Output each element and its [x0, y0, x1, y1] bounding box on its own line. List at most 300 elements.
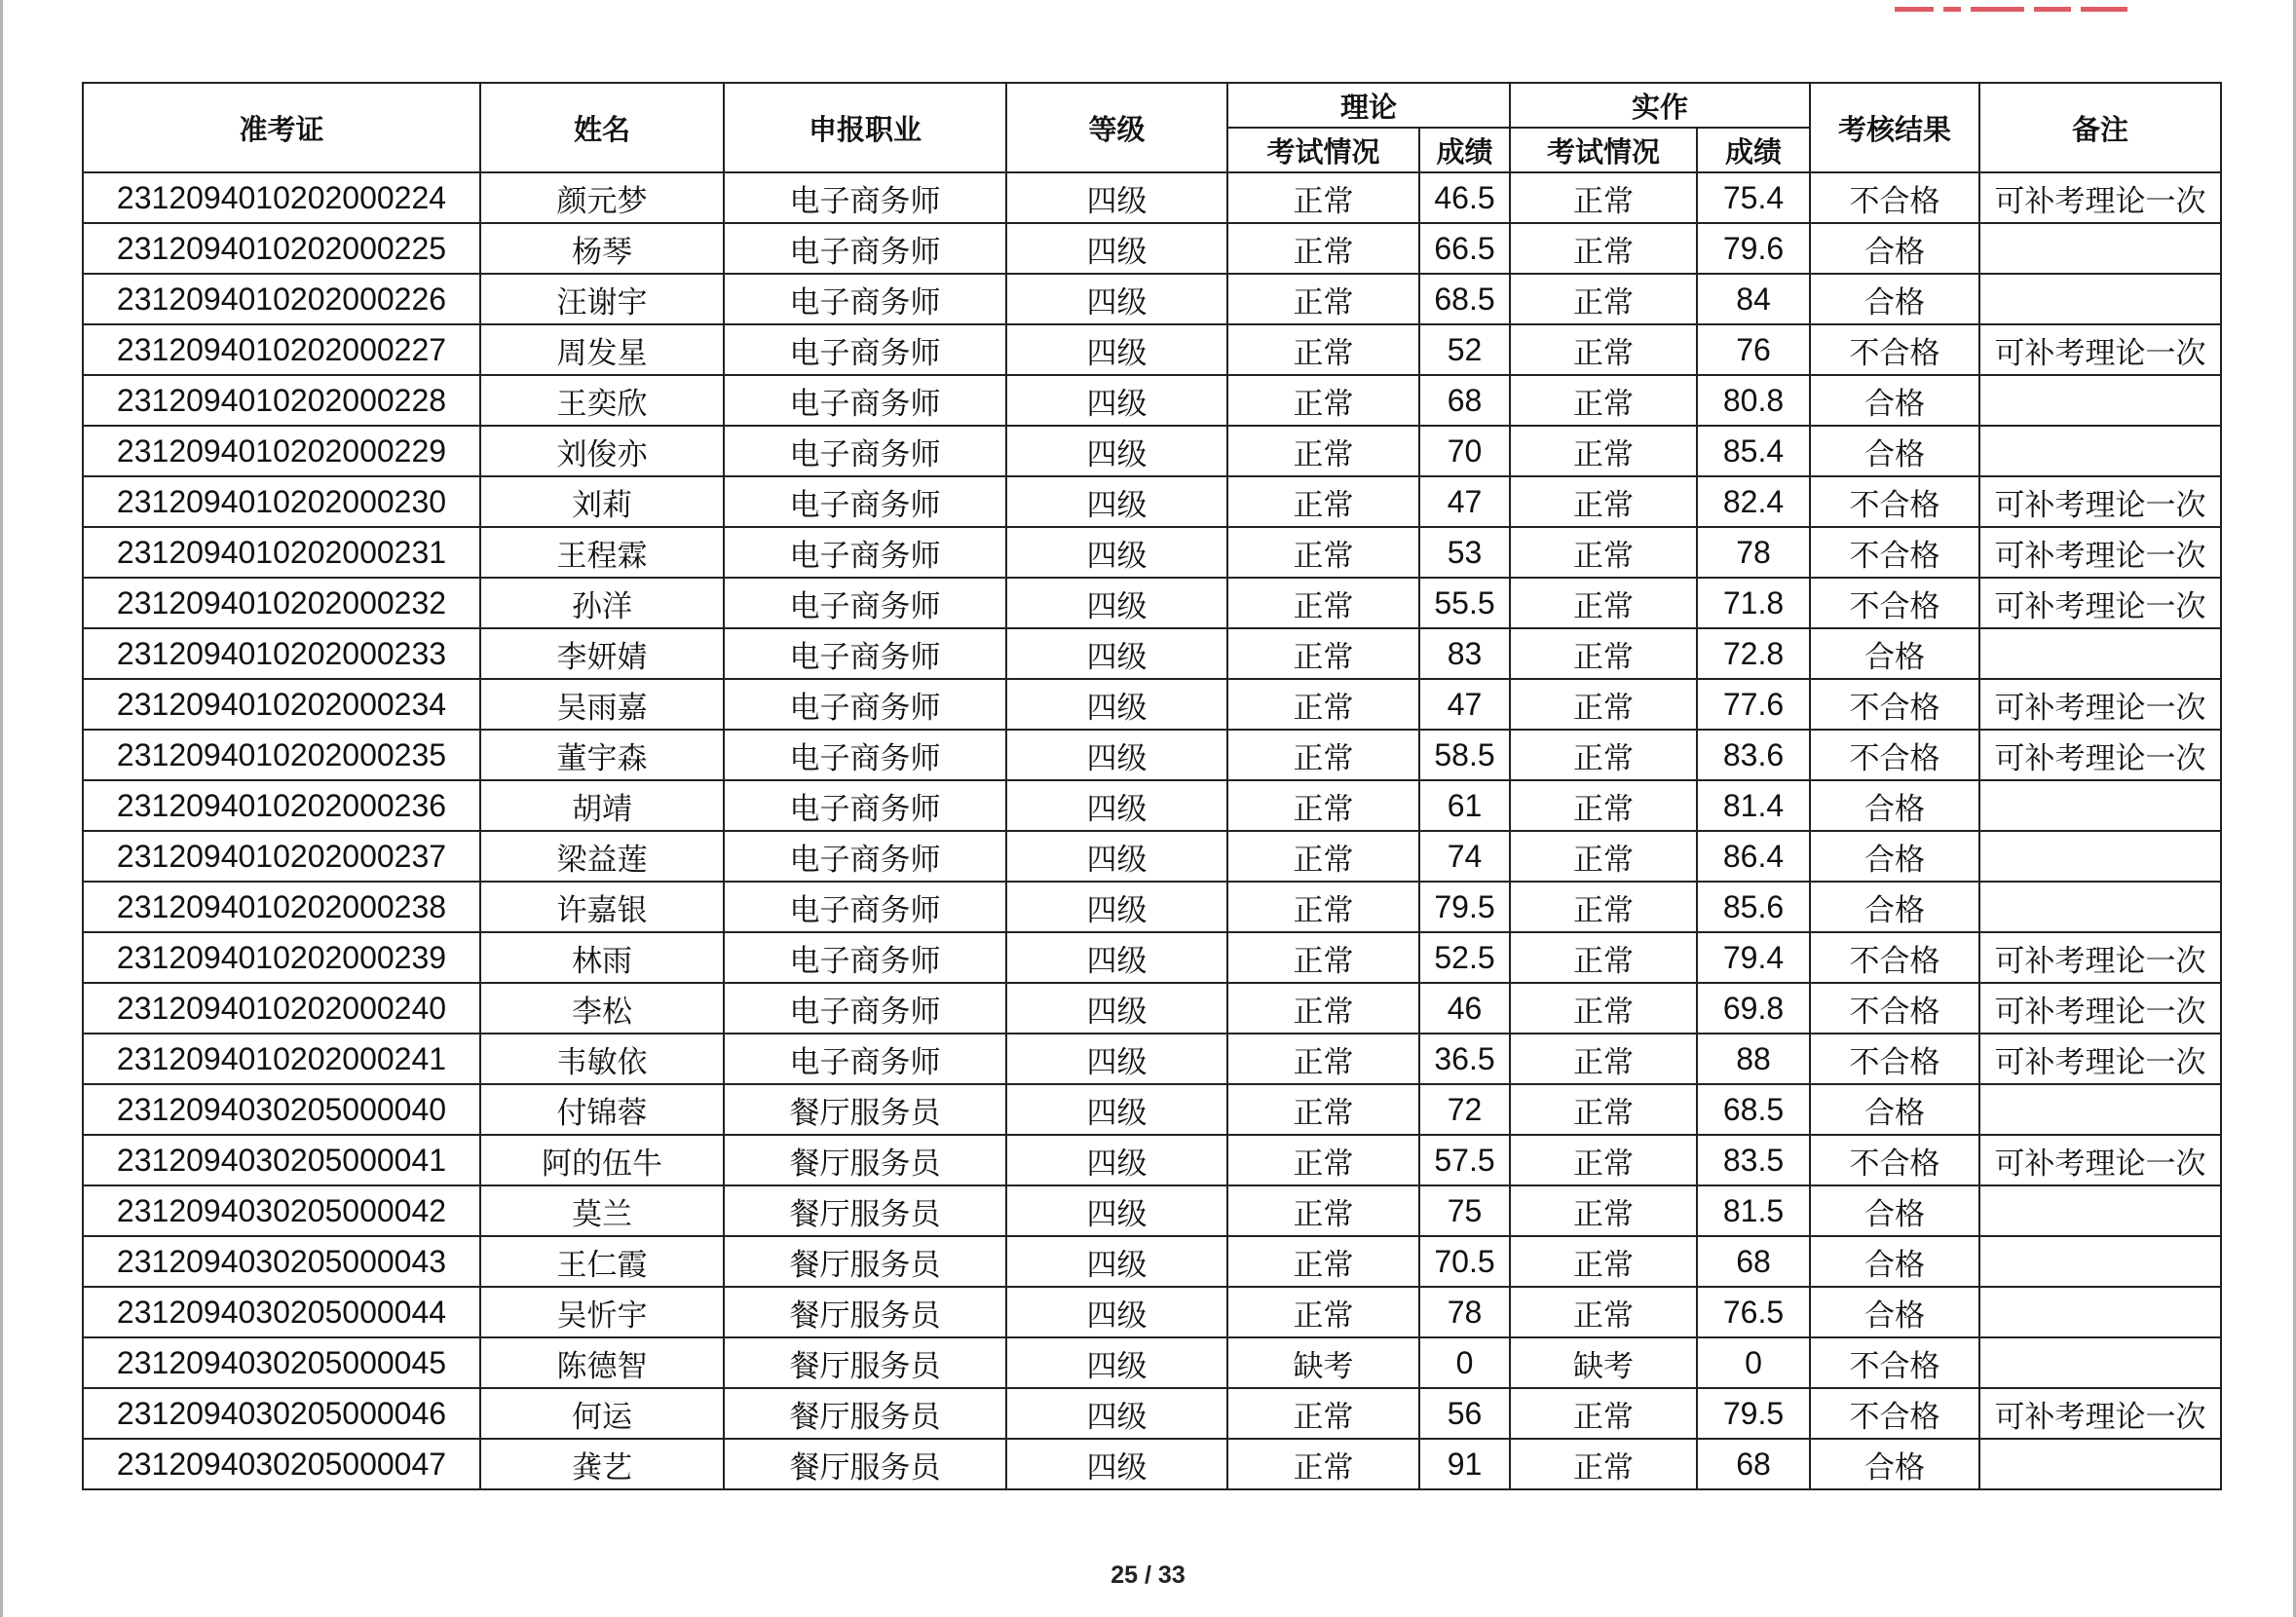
level-cell: 四级 [1006, 274, 1227, 324]
theory-status-cell: 正常 [1227, 831, 1419, 882]
ticket-cell: 2312094030205000046 [83, 1388, 480, 1439]
result-cell: 合格 [1810, 1439, 1979, 1489]
theory-status-cell: 正常 [1227, 223, 1419, 274]
name-cell: 吴雨嘉 [480, 679, 724, 730]
result-cell: 不合格 [1810, 1337, 1979, 1388]
name-cell: 莫兰 [480, 1185, 724, 1236]
practical-status-cell: 正常 [1510, 730, 1697, 780]
level-cell: 四级 [1006, 1287, 1227, 1337]
result-cell: 合格 [1810, 375, 1979, 426]
theory-score-cell: 91 [1419, 1439, 1510, 1489]
table-row [83, 1388, 2221, 1439]
practical-score-cell: 78 [1697, 527, 1810, 578]
result-cell: 不合格 [1810, 1388, 1979, 1439]
result-cell: 合格 [1810, 1287, 1979, 1337]
table-row [83, 172, 2221, 223]
result-cell: 不合格 [1810, 172, 1979, 223]
theory-status-cell: 正常 [1227, 578, 1419, 628]
practical-status-cell: 正常 [1510, 628, 1697, 679]
result-cell: 不合格 [1810, 527, 1979, 578]
name-cell: 吴忻宇 [480, 1287, 724, 1337]
table-row [83, 274, 2221, 324]
name-cell: 林雨 [480, 932, 724, 983]
level-cell: 四级 [1006, 1337, 1227, 1388]
note-cell: 可补考理论一次 [1979, 1388, 2221, 1439]
theory-score-cell: 46 [1419, 983, 1510, 1034]
note-cell: 可补考理论一次 [1979, 983, 2221, 1034]
theory-score-cell: 53 [1419, 527, 1510, 578]
level-cell: 四级 [1006, 1084, 1227, 1135]
header-practical-score: 成绩 [1697, 128, 1810, 172]
name-cell: 王奕欣 [480, 375, 724, 426]
result-cell: 不合格 [1810, 578, 1979, 628]
table-row [83, 679, 2221, 730]
table-row [83, 628, 2221, 679]
theory-status-cell: 正常 [1227, 1388, 1419, 1439]
occupation-cell: 电子商务师 [724, 476, 1006, 527]
note-cell: 可补考理论一次 [1979, 527, 2221, 578]
occupation-cell: 电子商务师 [724, 831, 1006, 882]
table-row [83, 882, 2221, 932]
note-cell: 可补考理论一次 [1979, 476, 2221, 527]
ticket-cell: 2312094030205000043 [83, 1236, 480, 1287]
occupation-cell: 餐厅服务员 [724, 1388, 1006, 1439]
practical-score-cell: 75.4 [1697, 172, 1810, 223]
occupation-cell: 电子商务师 [724, 324, 1006, 375]
header-note: 备注 [1979, 83, 2221, 172]
practical-score-cell: 81.5 [1697, 1185, 1810, 1236]
table-row [83, 932, 2221, 983]
practical-status-cell: 正常 [1510, 1388, 1697, 1439]
level-cell: 四级 [1006, 1185, 1227, 1236]
table-row [83, 1439, 2221, 1489]
theory-status-cell: 正常 [1227, 730, 1419, 780]
result-cell: 不合格 [1810, 476, 1979, 527]
theory-status-cell: 正常 [1227, 1034, 1419, 1084]
practical-status-cell: 正常 [1510, 780, 1697, 831]
theory-score-cell: 58.5 [1419, 730, 1510, 780]
practical-score-cell: 72.8 [1697, 628, 1810, 679]
practical-score-cell: 86.4 [1697, 831, 1810, 882]
theory-score-cell: 70.5 [1419, 1236, 1510, 1287]
occupation-cell: 电子商务师 [724, 527, 1006, 578]
level-cell: 四级 [1006, 1034, 1227, 1084]
occupation-cell: 餐厅服务员 [724, 1287, 1006, 1337]
note-cell [1979, 274, 2221, 324]
occupation-cell: 电子商务师 [724, 1034, 1006, 1084]
page-edge-left [0, 0, 3, 1617]
header-practical-status: 考试情况 [1510, 128, 1697, 172]
level-cell: 四级 [1006, 932, 1227, 983]
result-cell: 不合格 [1810, 730, 1979, 780]
theory-score-cell: 68 [1419, 375, 1510, 426]
note-cell: 可补考理论一次 [1979, 578, 2221, 628]
result-cell: 不合格 [1810, 1135, 1979, 1185]
theory-status-cell: 正常 [1227, 1185, 1419, 1236]
level-cell: 四级 [1006, 1439, 1227, 1489]
level-cell: 四级 [1006, 527, 1227, 578]
practical-score-cell: 68.5 [1697, 1084, 1810, 1135]
header-name: 姓名 [480, 83, 724, 172]
occupation-cell: 电子商务师 [724, 628, 1006, 679]
name-cell: 许嘉银 [480, 882, 724, 932]
theory-score-cell: 66.5 [1419, 223, 1510, 274]
practical-score-cell: 85.4 [1697, 426, 1810, 476]
theory-score-cell: 78 [1419, 1287, 1510, 1337]
practical-score-cell: 79.5 [1697, 1388, 1810, 1439]
theory-score-cell: 52.5 [1419, 932, 1510, 983]
occupation-cell: 电子商务师 [724, 730, 1006, 780]
note-cell: 可补考理论一次 [1979, 1135, 2221, 1185]
practical-status-cell: 正常 [1510, 932, 1697, 983]
theory-status-cell: 正常 [1227, 679, 1419, 730]
note-cell [1979, 831, 2221, 882]
occupation-cell: 电子商务师 [724, 426, 1006, 476]
result-cell: 合格 [1810, 1084, 1979, 1135]
occupation-cell: 电子商务师 [724, 780, 1006, 831]
header-row-top [83, 83, 2221, 128]
practical-status-cell: 正常 [1510, 1034, 1697, 1084]
note-cell [1979, 1185, 2221, 1236]
ticket-cell: 2312094010202000227 [83, 324, 480, 375]
ticket-cell: 2312094030205000047 [83, 1439, 480, 1489]
ticket-cell: 2312094010202000228 [83, 375, 480, 426]
result-cell: 合格 [1810, 223, 1979, 274]
note-cell [1979, 375, 2221, 426]
note-cell [1979, 1439, 2221, 1489]
red-seal-stamp-fragment [1895, 0, 2172, 12]
note-cell [1979, 1337, 2221, 1388]
occupation-cell: 电子商务师 [724, 375, 1006, 426]
practical-score-cell: 77.6 [1697, 679, 1810, 730]
theory-status-cell: 正常 [1227, 932, 1419, 983]
name-cell: 孙洋 [480, 578, 724, 628]
practical-score-cell: 83.5 [1697, 1135, 1810, 1185]
name-cell: 刘莉 [480, 476, 724, 527]
result-cell: 不合格 [1810, 679, 1979, 730]
note-cell [1979, 426, 2221, 476]
name-cell: 阿的伍牛 [480, 1135, 724, 1185]
note-cell [1979, 1084, 2221, 1135]
note-cell [1979, 628, 2221, 679]
practical-status-cell: 正常 [1510, 375, 1697, 426]
header-practical: 实作 [1510, 83, 1810, 128]
level-cell: 四级 [1006, 578, 1227, 628]
theory-status-cell: 缺考 [1227, 1337, 1419, 1388]
practical-status-cell: 正常 [1510, 1287, 1697, 1337]
table-row [83, 1337, 2221, 1388]
level-cell: 四级 [1006, 223, 1227, 274]
name-cell: 李妍婧 [480, 628, 724, 679]
occupation-cell: 电子商务师 [724, 932, 1006, 983]
ticket-cell: 2312094010202000225 [83, 223, 480, 274]
theory-score-cell: 55.5 [1419, 578, 1510, 628]
result-cell: 不合格 [1810, 1034, 1979, 1084]
practical-score-cell: 84 [1697, 274, 1810, 324]
name-cell: 何运 [480, 1388, 724, 1439]
practical-score-cell: 71.8 [1697, 578, 1810, 628]
theory-status-cell: 正常 [1227, 527, 1419, 578]
note-cell: 可补考理论一次 [1979, 1034, 2221, 1084]
name-cell: 王仁霞 [480, 1236, 724, 1287]
ticket-cell: 2312094030205000044 [83, 1287, 480, 1337]
theory-score-cell: 47 [1419, 476, 1510, 527]
practical-score-cell: 81.4 [1697, 780, 1810, 831]
result-cell: 不合格 [1810, 932, 1979, 983]
theory-status-cell: 正常 [1227, 1236, 1419, 1287]
note-cell [1979, 1236, 2221, 1287]
ticket-cell: 2312094030205000041 [83, 1135, 480, 1185]
ticket-cell: 2312094010202000237 [83, 831, 480, 882]
table-row [83, 730, 2221, 780]
result-cell: 合格 [1810, 780, 1979, 831]
practical-score-cell: 80.8 [1697, 375, 1810, 426]
level-cell: 四级 [1006, 324, 1227, 375]
practical-status-cell: 正常 [1510, 527, 1697, 578]
theory-score-cell: 56 [1419, 1388, 1510, 1439]
level-cell: 四级 [1006, 831, 1227, 882]
result-cell: 合格 [1810, 274, 1979, 324]
result-cell: 合格 [1810, 831, 1979, 882]
ticket-cell: 2312094010202000232 [83, 578, 480, 628]
theory-status-cell: 正常 [1227, 983, 1419, 1034]
ticket-cell: 2312094010202000240 [83, 983, 480, 1034]
practical-score-cell: 69.8 [1697, 983, 1810, 1034]
practical-score-cell: 68 [1697, 1236, 1810, 1287]
name-cell: 汪谢宇 [480, 274, 724, 324]
note-cell: 可补考理论一次 [1979, 730, 2221, 780]
ticket-cell: 2312094010202000224 [83, 172, 480, 223]
practical-status-cell: 正常 [1510, 172, 1697, 223]
level-cell: 四级 [1006, 1236, 1227, 1287]
ticket-cell: 2312094010202000230 [83, 476, 480, 527]
practical-score-cell: 79.4 [1697, 932, 1810, 983]
practical-status-cell: 正常 [1510, 983, 1697, 1034]
occupation-cell: 电子商务师 [724, 679, 1006, 730]
exam-results-table [82, 82, 2222, 1490]
occupation-cell: 电子商务师 [724, 274, 1006, 324]
practical-score-cell: 76 [1697, 324, 1810, 375]
theory-status-cell: 正常 [1227, 780, 1419, 831]
theory-status-cell: 正常 [1227, 274, 1419, 324]
practical-score-cell: 0 [1697, 1337, 1810, 1388]
table-row [83, 983, 2221, 1034]
table-row [83, 1236, 2221, 1287]
occupation-cell: 餐厅服务员 [724, 1185, 1006, 1236]
theory-score-cell: 83 [1419, 628, 1510, 679]
level-cell: 四级 [1006, 679, 1227, 730]
practical-status-cell: 缺考 [1510, 1337, 1697, 1388]
level-cell: 四级 [1006, 476, 1227, 527]
result-cell: 合格 [1810, 1185, 1979, 1236]
header-occupation: 申报职业 [724, 83, 1006, 172]
ticket-cell: 2312094010202000239 [83, 932, 480, 983]
theory-status-cell: 正常 [1227, 172, 1419, 223]
note-cell: 可补考理论一次 [1979, 932, 2221, 983]
practical-score-cell: 82.4 [1697, 476, 1810, 527]
header-result: 考核结果 [1810, 83, 1979, 172]
name-cell: 周发星 [480, 324, 724, 375]
level-cell: 四级 [1006, 375, 1227, 426]
ticket-cell: 2312094030205000045 [83, 1337, 480, 1388]
theory-score-cell: 61 [1419, 780, 1510, 831]
note-cell: 可补考理论一次 [1979, 172, 2221, 223]
occupation-cell: 餐厅服务员 [724, 1135, 1006, 1185]
occupation-cell: 餐厅服务员 [724, 1236, 1006, 1287]
header-theory: 理论 [1227, 83, 1510, 128]
note-cell [1979, 780, 2221, 831]
practical-score-cell: 85.6 [1697, 882, 1810, 932]
header-level: 等级 [1006, 83, 1227, 172]
ticket-cell: 2312094010202000233 [83, 628, 480, 679]
name-cell: 李松 [480, 983, 724, 1034]
practical-status-cell: 正常 [1510, 324, 1697, 375]
theory-score-cell: 72 [1419, 1084, 1510, 1135]
note-cell: 可补考理论一次 [1979, 324, 2221, 375]
level-cell: 四级 [1006, 426, 1227, 476]
practical-status-cell: 正常 [1510, 679, 1697, 730]
theory-status-cell: 正常 [1227, 324, 1419, 375]
theory-score-cell: 75 [1419, 1185, 1510, 1236]
table-row [83, 223, 2221, 274]
occupation-cell: 电子商务师 [724, 172, 1006, 223]
theory-status-cell: 正常 [1227, 628, 1419, 679]
ticket-cell: 2312094010202000241 [83, 1034, 480, 1084]
table-row [83, 1034, 2221, 1084]
level-cell: 四级 [1006, 882, 1227, 932]
practical-score-cell: 83.6 [1697, 730, 1810, 780]
ticket-cell: 2312094010202000238 [83, 882, 480, 932]
practical-status-cell: 正常 [1510, 578, 1697, 628]
name-cell: 梁益莲 [480, 831, 724, 882]
table-row [83, 780, 2221, 831]
practical-status-cell: 正常 [1510, 476, 1697, 527]
ticket-cell: 2312094030205000040 [83, 1084, 480, 1135]
table-row [83, 476, 2221, 527]
result-cell: 合格 [1810, 628, 1979, 679]
occupation-cell: 电子商务师 [724, 983, 1006, 1034]
practical-status-cell: 正常 [1510, 831, 1697, 882]
level-cell: 四级 [1006, 983, 1227, 1034]
table-row [83, 1287, 2221, 1337]
theory-score-cell: 70 [1419, 426, 1510, 476]
theory-score-cell: 46.5 [1419, 172, 1510, 223]
theory-status-cell: 正常 [1227, 1287, 1419, 1337]
theory-score-cell: 79.5 [1419, 882, 1510, 932]
theory-score-cell: 57.5 [1419, 1135, 1510, 1185]
theory-score-cell: 47 [1419, 679, 1510, 730]
theory-score-cell: 74 [1419, 831, 1510, 882]
table-row [83, 1185, 2221, 1236]
ticket-cell: 2312094010202000229 [83, 426, 480, 476]
name-cell: 韦敏依 [480, 1034, 724, 1084]
name-cell: 颜元梦 [480, 172, 724, 223]
note-cell: 可补考理论一次 [1979, 679, 2221, 730]
theory-status-cell: 正常 [1227, 426, 1419, 476]
name-cell: 王程霖 [480, 527, 724, 578]
table-row [83, 1084, 2221, 1135]
name-cell: 付锦蓉 [480, 1084, 724, 1135]
table-row [83, 1135, 2221, 1185]
practical-status-cell: 正常 [1510, 882, 1697, 932]
theory-status-cell: 正常 [1227, 882, 1419, 932]
result-cell: 合格 [1810, 426, 1979, 476]
level-cell: 四级 [1006, 730, 1227, 780]
theory-status-cell: 正常 [1227, 375, 1419, 426]
page-number: 25 / 33 [1110, 1561, 1186, 1589]
practical-status-cell: 正常 [1510, 223, 1697, 274]
occupation-cell: 电子商务师 [724, 578, 1006, 628]
result-cell: 合格 [1810, 1236, 1979, 1287]
practical-score-cell: 68 [1697, 1439, 1810, 1489]
occupation-cell: 电子商务师 [724, 882, 1006, 932]
practical-status-cell: 正常 [1510, 426, 1697, 476]
name-cell: 刘俊亦 [480, 426, 724, 476]
theory-score-cell: 0 [1419, 1337, 1510, 1388]
theory-status-cell: 正常 [1227, 1135, 1419, 1185]
result-cell: 不合格 [1810, 983, 1979, 1034]
table-row [83, 375, 2221, 426]
name-cell: 杨琴 [480, 223, 724, 274]
theory-status-cell: 正常 [1227, 1084, 1419, 1135]
theory-score-cell: 68.5 [1419, 274, 1510, 324]
practical-score-cell: 76.5 [1697, 1287, 1810, 1337]
occupation-cell: 餐厅服务员 [724, 1439, 1006, 1489]
note-cell [1979, 223, 2221, 274]
theory-status-cell: 正常 [1227, 1439, 1419, 1489]
theory-score-cell: 36.5 [1419, 1034, 1510, 1084]
ticket-cell: 2312094010202000231 [83, 527, 480, 578]
name-cell: 胡靖 [480, 780, 724, 831]
practical-status-cell: 正常 [1510, 1439, 1697, 1489]
result-cell: 合格 [1810, 882, 1979, 932]
level-cell: 四级 [1006, 780, 1227, 831]
table-header [83, 83, 2221, 172]
practical-status-cell: 正常 [1510, 274, 1697, 324]
practical-status-cell: 正常 [1510, 1135, 1697, 1185]
name-cell: 董宇森 [480, 730, 724, 780]
practical-status-cell: 正常 [1510, 1185, 1697, 1236]
level-cell: 四级 [1006, 1388, 1227, 1439]
table-body [83, 172, 2221, 1489]
level-cell: 四级 [1006, 172, 1227, 223]
result-cell: 不合格 [1810, 324, 1979, 375]
header-theory-score: 成绩 [1419, 128, 1510, 172]
note-cell [1979, 882, 2221, 932]
level-cell: 四级 [1006, 1135, 1227, 1185]
ticket-cell: 2312094010202000234 [83, 679, 480, 730]
table-row [83, 527, 2221, 578]
ticket-cell: 2312094010202000226 [83, 274, 480, 324]
ticket-cell: 2312094010202000235 [83, 730, 480, 780]
ticket-cell: 2312094030205000042 [83, 1185, 480, 1236]
theory-status-cell: 正常 [1227, 476, 1419, 527]
occupation-cell: 电子商务师 [724, 223, 1006, 274]
table-row [83, 324, 2221, 375]
table-row [83, 578, 2221, 628]
practical-status-cell: 正常 [1510, 1084, 1697, 1135]
table-row [83, 426, 2221, 476]
level-cell: 四级 [1006, 628, 1227, 679]
header-theory-status: 考试情况 [1227, 128, 1419, 172]
name-cell: 陈德智 [480, 1337, 724, 1388]
table-row [83, 831, 2221, 882]
note-cell [1979, 1287, 2221, 1337]
practical-score-cell: 79.6 [1697, 223, 1810, 274]
header-ticket: 准考证 [83, 83, 480, 172]
occupation-cell: 餐厅服务员 [724, 1084, 1006, 1135]
occupation-cell: 餐厅服务员 [724, 1337, 1006, 1388]
